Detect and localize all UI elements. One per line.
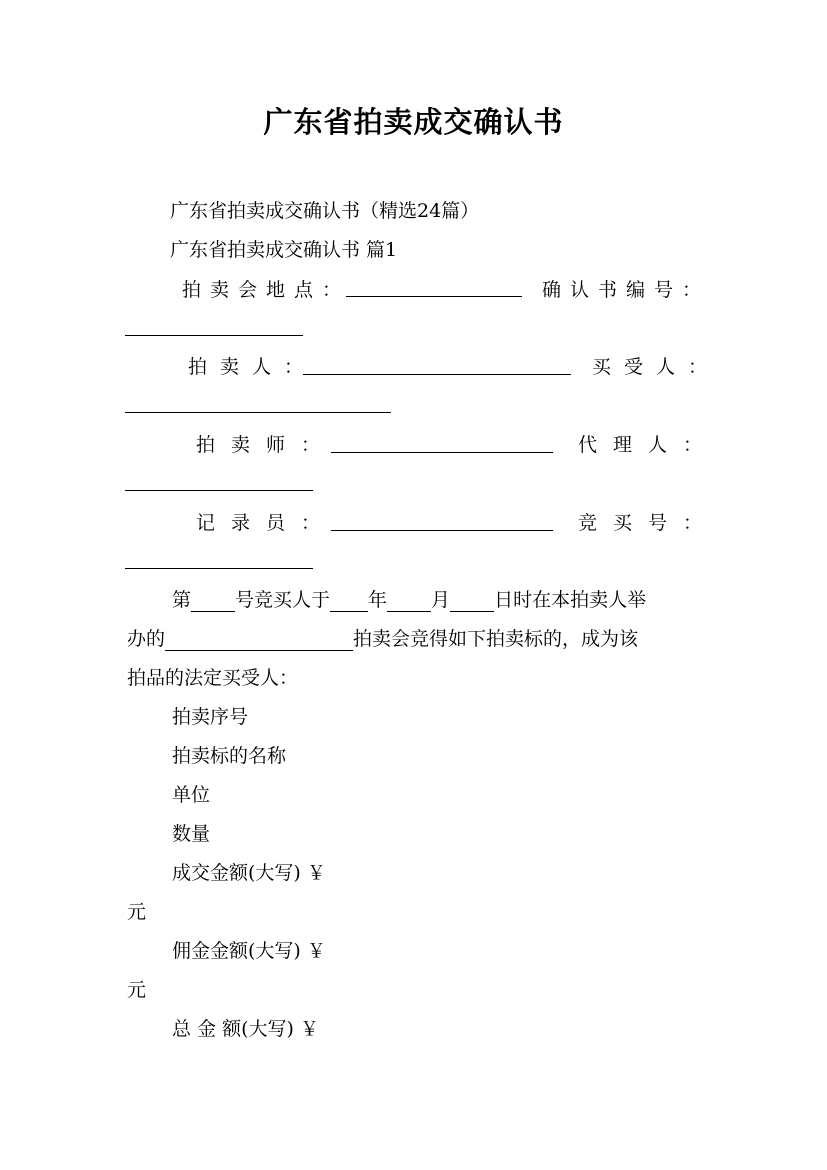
auctioneer-co-label: 拍卖人：: [188, 356, 317, 378]
buyer-blank: [125, 412, 391, 413]
venue-blank: [346, 296, 522, 297]
item-unit: 单位: [172, 784, 211, 806]
venue-label: 拍卖会地点：: [182, 279, 351, 301]
paragraph-line-1: 第 号竞买人于 年 月 日时在本拍卖人举: [172, 589, 647, 611]
section-heading: 广东省拍卖成交确认书 篇1: [170, 239, 398, 261]
item-yuan-2: 元: [127, 979, 147, 1001]
agent-label: 代理人：: [578, 434, 719, 456]
bid-no-label: 竞买号：: [578, 512, 719, 534]
document-subtitle: 广东省拍卖成交确认书（精选24篇）: [170, 200, 480, 222]
paragraph-line-3: 拍品的法定买受人：: [127, 667, 299, 689]
item-deal-amount: 成交金额(大写) ￥: [172, 862, 326, 884]
buyer-label: 买受人：: [592, 356, 721, 378]
bid-no-blank: [125, 568, 313, 569]
item-quantity: 数量: [172, 823, 211, 845]
item-total: 总 金 额(大写) ￥: [172, 1018, 319, 1040]
auctioneer-co-blank: [303, 374, 571, 375]
item-lot-name: 拍卖标的名称: [172, 745, 287, 767]
recorder-blank: [331, 530, 553, 531]
item-lot-no: 拍卖序号: [172, 706, 249, 728]
item-yuan-1: 元: [127, 901, 147, 923]
recorder-label: 记录员：: [196, 512, 337, 534]
auctioneer-blank: [331, 452, 553, 453]
document-title: 广东省拍卖成交确认书: [263, 105, 564, 139]
agent-blank: [125, 490, 313, 491]
paragraph-line-2: 办的 拍卖会竞得如下拍卖标的，成为该: [127, 628, 639, 650]
item-commission: 佣金金额(大写) ￥: [172, 940, 326, 962]
auctioneer-label: 拍卖师：: [196, 434, 337, 456]
confirm-no-label: 确认书编号：: [542, 279, 711, 301]
confirm-no-blank: [125, 335, 303, 336]
